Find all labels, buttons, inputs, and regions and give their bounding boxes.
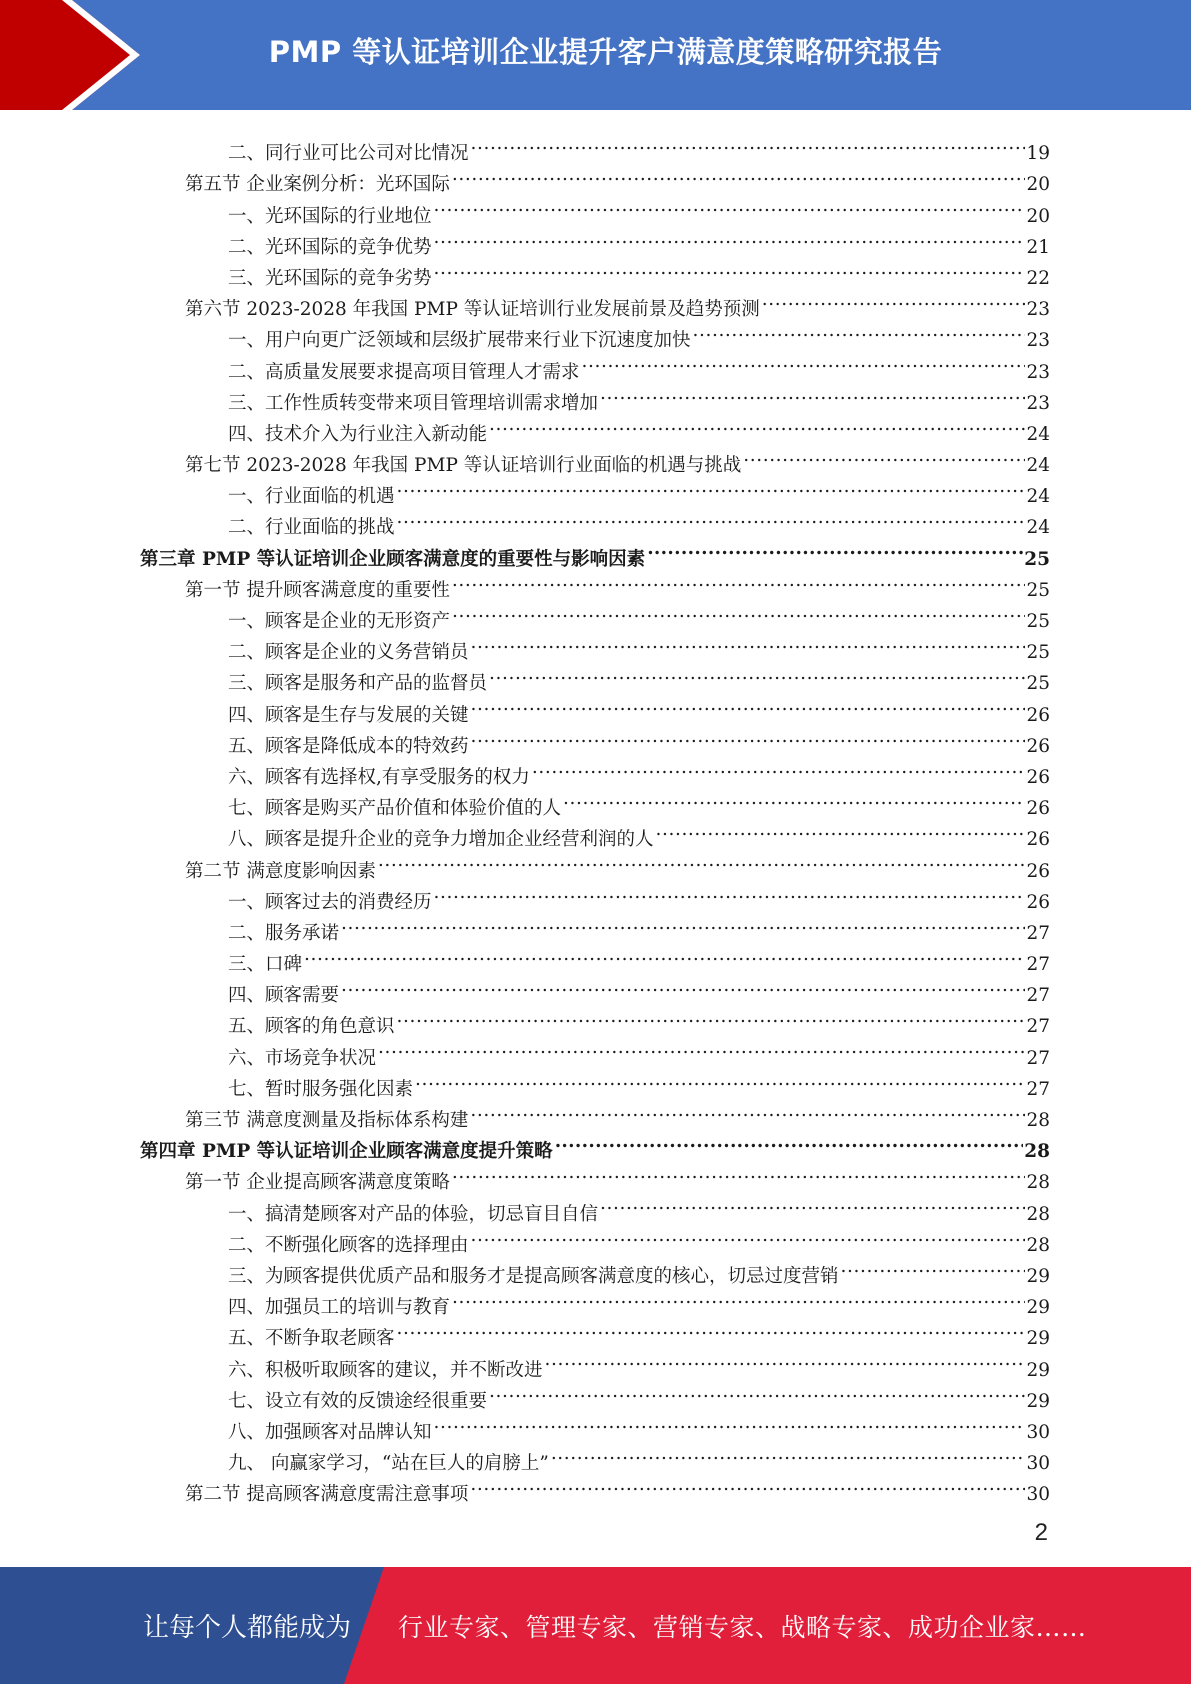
toc-entry-page: 25 bbox=[1026, 642, 1050, 664]
toc-entry-label: 六、积极听取顾客的建议，并不断改进 bbox=[228, 1359, 543, 1381]
toc-dot-leader bbox=[555, 1126, 1024, 1157]
toc-entry[interactable] bbox=[140, 1313, 1050, 1350]
toc-dot-leader bbox=[434, 253, 1026, 284]
toc-entry-label: 第六节 2023-2028 年我国 PMP 等认证培训行业发展前景及趋势预测 bbox=[185, 299, 760, 321]
toc-entry[interactable] bbox=[140, 1095, 1050, 1131]
toc-entry[interactable] bbox=[140, 502, 1050, 539]
toc-entry[interactable] bbox=[140, 721, 1050, 757]
toc-entry-label: 一、顾客过去的消费经历 bbox=[228, 891, 432, 913]
footer-banner bbox=[0, 1567, 1191, 1684]
toc-dot-leader bbox=[397, 471, 1026, 502]
toc-entry[interactable] bbox=[140, 783, 1050, 820]
toc-dot-leader bbox=[471, 128, 1026, 159]
toc-entry[interactable] bbox=[140, 1032, 1050, 1069]
toc-entry[interactable] bbox=[140, 440, 1050, 477]
toc-entry[interactable] bbox=[140, 627, 1050, 664]
toc-entry[interactable] bbox=[140, 814, 1050, 851]
toc-entry-label: 二、行业面临的挑战 bbox=[228, 517, 395, 539]
toc-entry-label: 一、搞清楚顾客对产品的体验，切忌盲目自信 bbox=[228, 1203, 599, 1225]
toc-entry-page: 29 bbox=[1026, 1328, 1050, 1350]
toc-entry-page: 26 bbox=[1026, 766, 1050, 788]
toc-entry-page: 21 bbox=[1026, 236, 1050, 258]
toc-entry-label: 第三章 PMP 等认证培训企业顾客满意度的重要性与影响因素 bbox=[140, 548, 646, 570]
toc-dot-leader bbox=[341, 970, 1025, 1001]
toc-entry-page: 30 bbox=[1026, 1421, 1050, 1443]
toc-entry[interactable] bbox=[140, 222, 1050, 258]
toc-dot-leader bbox=[600, 1188, 1025, 1219]
toc-dot-leader bbox=[600, 378, 1025, 409]
toc-entry[interactable] bbox=[140, 346, 1050, 383]
toc-dot-leader bbox=[470, 1095, 1025, 1126]
toc-entry-page: 26 bbox=[1026, 735, 1050, 757]
toc-entry-label: 四、加强员工的培训与教育 bbox=[228, 1297, 451, 1319]
toc-dot-leader bbox=[415, 1064, 1025, 1095]
toc-entry-page: 23 bbox=[1026, 361, 1050, 383]
toc-entry[interactable] bbox=[140, 253, 1050, 289]
toc-entry[interactable] bbox=[140, 565, 1050, 601]
toc-dot-leader bbox=[452, 1282, 1025, 1313]
toc-entry-page: 22 bbox=[1026, 267, 1050, 289]
toc-entry[interactable] bbox=[140, 908, 1050, 944]
toc-entry[interactable] bbox=[140, 159, 1050, 196]
toc-entry[interactable] bbox=[140, 190, 1050, 227]
toc-dot-leader bbox=[471, 1220, 1026, 1251]
toc-entry-label: 三、工作性质转变带来项目管理培训需求增加 bbox=[228, 392, 599, 414]
toc-entry-label: 二、同行业可比公司对比情况 bbox=[228, 143, 469, 165]
table-of-contents bbox=[140, 128, 1050, 1506]
toc-dot-leader bbox=[397, 1313, 1026, 1344]
toc-entry-label: 第二节 满意度影响因素 bbox=[185, 860, 376, 882]
toc-entry-label: 七、暂时服务强化因素 bbox=[228, 1078, 414, 1100]
toc-entry-label: 五、顾客的角色意识 bbox=[228, 1016, 395, 1038]
toc-entry-label: 三、口碑 bbox=[228, 954, 303, 976]
toc-entry-label: 六、市场竞争状况 bbox=[228, 1047, 377, 1069]
toc-entry-page: 27 bbox=[1026, 1016, 1050, 1038]
toc-entry[interactable] bbox=[140, 845, 1050, 882]
toc-dot-leader bbox=[341, 908, 1025, 939]
toc-entry-page: 24 bbox=[1026, 517, 1050, 539]
toc-entry-page: 30 bbox=[1026, 1453, 1050, 1475]
toc-dot-leader bbox=[647, 533, 1023, 564]
toc-entry-label: 五、顾客是降低成本的特效药 bbox=[228, 735, 469, 757]
toc-dot-leader bbox=[452, 596, 1025, 627]
toc-entry-page: 27 bbox=[1026, 1078, 1050, 1100]
page-number: 2 bbox=[1034, 1519, 1048, 1546]
toc-entry-page: 23 bbox=[1026, 299, 1050, 321]
toc-entry-page: 23 bbox=[1026, 392, 1050, 414]
toc-dot-leader bbox=[489, 658, 1025, 689]
toc-entry[interactable] bbox=[140, 939, 1050, 976]
toc-entry[interactable] bbox=[140, 471, 1050, 508]
toc-dot-leader bbox=[656, 814, 1026, 845]
toc-entry-page: 27 bbox=[1026, 922, 1050, 944]
toc-entry-label: 二、高质量发展要求提高项目管理人才需求 bbox=[228, 361, 580, 383]
toc-entry-page: 24 bbox=[1026, 486, 1050, 508]
toc-entry-label: 五、不断争取老顾客 bbox=[228, 1328, 395, 1350]
toc-entry-page: 26 bbox=[1026, 860, 1050, 882]
toc-entry[interactable] bbox=[140, 1126, 1050, 1163]
toc-entry-label: 第七节 2023-2028 年我国 PMP 等认证培训行业面临的机遇与挑战 bbox=[185, 455, 742, 477]
toc-dot-leader bbox=[378, 1032, 1025, 1063]
toc-entry[interactable] bbox=[140, 1157, 1050, 1194]
toc-entry-page: 26 bbox=[1026, 798, 1050, 820]
toc-dot-leader bbox=[693, 315, 1026, 346]
toc-dot-leader bbox=[545, 1344, 1026, 1375]
toc-entry[interactable] bbox=[140, 1251, 1050, 1287]
toc-entry-page: 28 bbox=[1026, 1172, 1050, 1194]
toc-dot-leader bbox=[762, 284, 1026, 315]
toc-entry-page: 23 bbox=[1026, 330, 1050, 352]
toc-dot-leader bbox=[452, 1157, 1026, 1188]
toc-entry[interactable] bbox=[140, 1064, 1050, 1100]
toc-entry[interactable] bbox=[140, 752, 1050, 788]
toc-dot-leader bbox=[452, 565, 1026, 596]
toc-entry[interactable] bbox=[140, 128, 1050, 165]
toc-entry-page: 29 bbox=[1026, 1265, 1050, 1287]
toc-entry[interactable] bbox=[140, 689, 1050, 726]
toc-entry-page: 29 bbox=[1026, 1359, 1050, 1381]
toc-entry-page: 19 bbox=[1026, 143, 1050, 165]
report-header bbox=[0, 0, 1191, 110]
toc-entry-label: 九、 向赢家学习，“站在巨人的肩膀上” bbox=[228, 1453, 549, 1475]
toc-entry-label: 八、加强顾客对品牌认知 bbox=[228, 1421, 432, 1443]
toc-entry-page: 27 bbox=[1026, 954, 1050, 976]
toc-entry-label: 二、服务承诺 bbox=[228, 922, 340, 944]
toc-dot-leader bbox=[489, 409, 1025, 440]
toc-entry-label: 一、用户向更广泛领域和层级扩展带来行业下沉速度加快 bbox=[228, 330, 691, 352]
toc-entry[interactable] bbox=[140, 284, 1050, 321]
toc-entry-label: 一、光环国际的行业地位 bbox=[228, 205, 432, 227]
toc-dot-leader bbox=[470, 1469, 1025, 1500]
toc-entry-page: 29 bbox=[1026, 1297, 1050, 1319]
toc-entry-page: 26 bbox=[1026, 704, 1050, 726]
toc-entry[interactable] bbox=[140, 877, 1050, 913]
toc-entry[interactable] bbox=[140, 533, 1050, 570]
toc-entry-label: 一、行业面临的机遇 bbox=[228, 486, 395, 508]
toc-entry[interactable] bbox=[140, 1282, 1050, 1319]
toc-dot-leader bbox=[582, 346, 1026, 377]
toc-dot-leader bbox=[841, 1251, 1026, 1282]
toc-entry-label: 第三节 满意度测量及指标体系构建 bbox=[185, 1110, 469, 1131]
toc-dot-leader bbox=[434, 222, 1026, 253]
toc-dot-leader bbox=[434, 1407, 1026, 1438]
toc-entry-page: 26 bbox=[1026, 829, 1050, 851]
toc-entry-label: 一、顾客是企业的无形资产 bbox=[228, 611, 451, 632]
toc-entry-label: 四、技术介入为行业注入新动能 bbox=[228, 423, 488, 445]
toc-entry[interactable] bbox=[140, 658, 1050, 695]
toc-entry-label: 第五节 企业案例分析：光环国际 bbox=[185, 174, 450, 196]
toc-entry-label: 六、顾客有选择权,有享受服务的权力 bbox=[228, 766, 530, 788]
toc-entry-label: 三、为顾客提供优质产品和服务才是提高顾客满意度的核心，切忌过度营销 bbox=[228, 1265, 839, 1287]
toc-entry[interactable] bbox=[140, 1407, 1050, 1443]
toc-dot-leader bbox=[304, 939, 1025, 970]
toc-entry-page: 24 bbox=[1026, 423, 1050, 445]
toc-entry-page: 28 bbox=[1024, 1141, 1050, 1163]
footer-slogan-left: 让每个人都能成为 bbox=[143, 1613, 352, 1643]
toc-entry[interactable] bbox=[140, 1001, 1050, 1038]
toc-entry-label: 四、顾客是生存与发展的关键 bbox=[228, 704, 469, 726]
toc-entry[interactable] bbox=[140, 1438, 1050, 1475]
toc-dot-leader bbox=[434, 190, 1026, 221]
toc-entry-label: 七、设立有效的反馈途经很重要 bbox=[228, 1390, 488, 1412]
toc-entry-label: 八、顾客是提升企业的竞争力增加企业经营利润的人 bbox=[228, 829, 654, 851]
toc-entry-page: 26 bbox=[1026, 891, 1050, 913]
toc-entry[interactable] bbox=[140, 378, 1050, 414]
toc-entry[interactable] bbox=[140, 1344, 1050, 1381]
toc-entry-page: 28 bbox=[1026, 1234, 1050, 1256]
footer-slogan-right: 行业专家、管理专家、营销专家、战略专家、成功企业家…… bbox=[398, 1612, 1087, 1642]
toc-dot-leader bbox=[471, 689, 1026, 720]
toc-entry[interactable] bbox=[140, 596, 1050, 632]
toc-entry-label: 四、顾客需要 bbox=[228, 985, 340, 1007]
toc-entry-label: 第四章 PMP 等认证培训企业顾客满意度提升策略 bbox=[140, 1141, 553, 1163]
toc-entry-page: 24 bbox=[1026, 455, 1050, 477]
toc-entry-page: 29 bbox=[1026, 1390, 1050, 1412]
toc-dot-leader bbox=[532, 752, 1026, 783]
toc-entry[interactable] bbox=[140, 1376, 1050, 1412]
toc-dot-leader bbox=[471, 627, 1026, 658]
toc-entry-label: 三、顾客是服务和产品的监督员 bbox=[228, 673, 488, 695]
toc-dot-leader bbox=[563, 783, 1025, 814]
toc-entry-page: 25 bbox=[1024, 548, 1050, 570]
toc-entry[interactable] bbox=[140, 315, 1050, 352]
toc-entry-page: 25 bbox=[1026, 579, 1050, 601]
toc-entry-page: 30 bbox=[1026, 1484, 1050, 1506]
toc-entry[interactable] bbox=[140, 409, 1050, 445]
toc-entry-label: 二、光环国际的竞争优势 bbox=[228, 236, 432, 258]
toc-entry-page: 27 bbox=[1026, 1047, 1050, 1069]
toc-entry[interactable] bbox=[140, 970, 1050, 1007]
toc-entry-label: 第二节 提高顾客满意度需注意事项 bbox=[185, 1484, 469, 1506]
toc-dot-leader bbox=[471, 721, 1026, 752]
toc-entry[interactable] bbox=[140, 1188, 1050, 1225]
toc-entry-page: 27 bbox=[1026, 985, 1050, 1007]
toc-entry[interactable] bbox=[140, 1220, 1050, 1256]
toc-entry[interactable] bbox=[140, 1469, 1050, 1506]
toc-entry-label: 二、顾客是企业的义务营销员 bbox=[228, 642, 469, 664]
toc-dot-leader bbox=[397, 1001, 1026, 1032]
toc-entry-page: 28 bbox=[1026, 1110, 1050, 1131]
toc-entry-label: 第一节 企业提高顾客满意度策略 bbox=[185, 1172, 450, 1194]
toc-dot-leader bbox=[743, 440, 1025, 471]
toc-entry-page: 25 bbox=[1026, 611, 1050, 632]
toc-entry-label: 第一节 提升顾客满意度的重要性 bbox=[185, 579, 450, 601]
toc-dot-leader bbox=[551, 1438, 1026, 1469]
report-title: PMP 等认证培训企业提升客户满意度策略研究报告 bbox=[268, 34, 943, 69]
toc-dot-leader bbox=[434, 877, 1026, 908]
toc-entry-page: 20 bbox=[1026, 174, 1050, 196]
toc-dot-leader bbox=[489, 1376, 1025, 1407]
toc-entry-page: 25 bbox=[1026, 673, 1050, 695]
toc-entry-label: 七、顾客是购买产品价值和体验价值的人 bbox=[228, 798, 562, 820]
toc-entry-label: 三、光环国际的竞争劣势 bbox=[228, 267, 432, 289]
toc-entry-label: 二、不断强化顾客的选择理由 bbox=[228, 1234, 469, 1256]
toc-dot-leader bbox=[397, 502, 1026, 533]
toc-entry-page: 28 bbox=[1026, 1203, 1050, 1225]
toc-entry-page: 20 bbox=[1026, 205, 1050, 227]
toc-dot-leader bbox=[452, 159, 1026, 190]
toc-dot-leader bbox=[378, 845, 1026, 876]
